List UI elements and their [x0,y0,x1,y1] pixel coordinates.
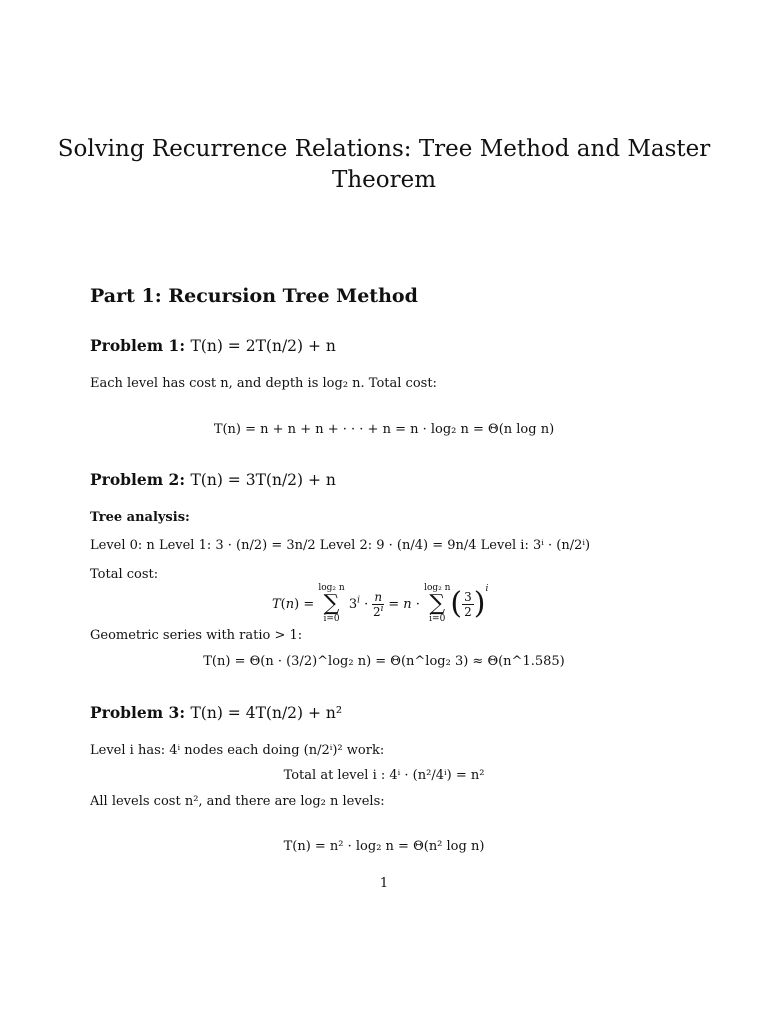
problem1-text: Each level has cost n, and depth is log₂ n. Total cost: [90,376,437,391]
title-line-1: Solving Recurrence Relations: Tree Method and Master [57,136,711,162]
problem2-levels: Level 0: n Level 1: 3 · (n/2) = 3n/2 Level 2: 9 · (n/4) = 9n/4 Level i: 3ⁱ · (n/2ⁱ) [90,538,591,553]
sum-symbol-1: log₂ n ∑ i=0 [318,583,345,624]
problem2-label: Problem 2: [90,470,186,489]
problem1-recurrence: T(n) = 2T(n/2) + n [190,337,336,355]
problem3-result: T(n) = n² · log₂ n = Θ(n² log n) [283,839,485,854]
title-line-2: Theorem [331,167,437,193]
problem3-text1: Level i has: 4ⁱ nodes each doing (n/2ⁱ)² work: [90,743,385,758]
problem2-heading [90,470,336,489]
problem1-heading [90,336,336,355]
problem3-label: Problem 3: [90,703,186,722]
problem3-text2: All levels cost n², and there are log₂ n levels: [90,794,385,809]
document-title [0,134,768,196]
tree-analysis-subheading: Tree analysis: [90,510,190,525]
sum-upper-2: log₂ n [424,583,451,593]
problem2-sum-equation: T(n) = log₂ n ∑ i=0 $3^i$ · $\frac{n}{2^i}$ = n · log₂ n ∑ i=0 ( $\frac{3}{2}$ ) i [272,583,489,624]
problem1-label: Problem 1: [90,336,186,355]
total-cost-label: Total cost: [90,567,159,582]
page-number: 1 [379,876,389,891]
problem2-recurrence: T(n) = 3T(n/2) + n [190,471,336,489]
problem3-recurrence: T(n) = 4T(n/2) + n² [190,704,343,722]
problem1-equation: T(n) = n + n + n + · · · + n = n · log₂ n = Θ(n log n) [213,422,555,437]
problem2-result: T(n) = Θ(n · (3/2)^log₂ n) = Θ(n^log₂ 3) ≈ Θ(n^1.585) [203,654,565,669]
geometric-series-text: Geometric series with ratio > 1: [90,628,303,643]
sum-symbol-2: log₂ n ∑ i=0 [424,583,451,624]
sum-upper-1: log₂ n [318,583,345,593]
problem3-heading [90,703,342,722]
sum-lower-1: i=0 [323,614,340,624]
problem3-level-total: Total at level i : 4ⁱ · (n²/4ⁱ) = n² [283,768,485,783]
part1-heading: Part 1: Recursion Tree Method [90,285,418,307]
sum-lower-2: i=0 [429,614,446,624]
